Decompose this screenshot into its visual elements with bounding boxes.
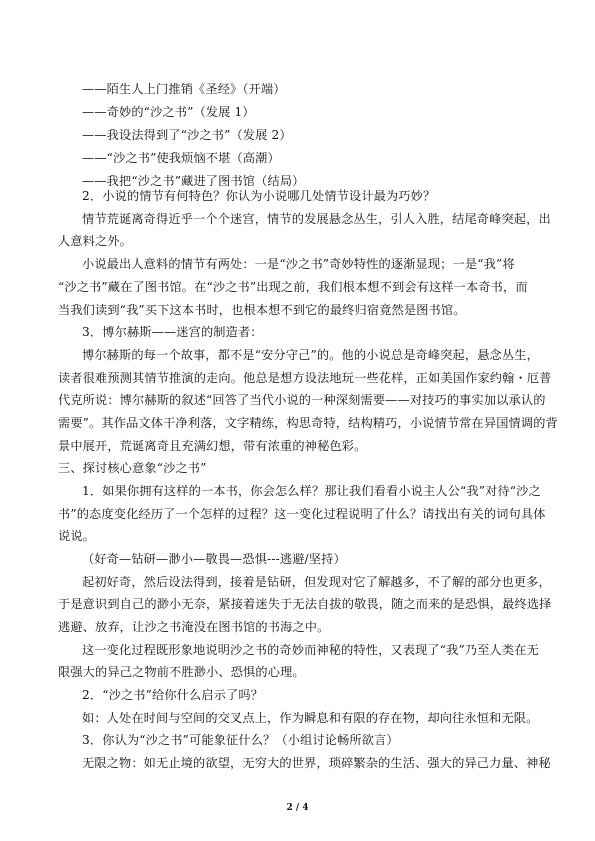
borges-line: 博尔赫斯的每一个故事，都不是“安分守己”的。他的小说总是奇峰突起，悬念丛生，: [82, 348, 539, 362]
outline-item-ending: ——我把“沙之书”藏进了图书馆（结局）: [82, 174, 305, 188]
borges-line: 代克所说：博尔赫斯的叙述“回答了当代小说的一种深刻需要——对技巧的事实加以承认的: [58, 393, 546, 407]
detail-line: 当我们读到“我”买下这本书时，也根本想不到它的最终归宿竟然是图书馆。: [58, 303, 466, 317]
borges-line: 景中展开，荒诞离奇且充满幻想，带有浓重的神秘色彩。: [58, 439, 367, 453]
meaning-line: 限强大的异己之物前不胜渺小、恐惧的心理。: [58, 665, 305, 679]
meaning-line: 这一变化过程既形象地说明沙之书的奇妙而神秘的特性，又表现了“我”乃至人类在无: [82, 643, 539, 657]
detail-line: 小说最出人意料的情节有两处：一是“沙之书”奇妙特性的逐渐显现；一是“我”将: [82, 257, 515, 271]
detail-line: “沙之书”藏在了图书馆。在“沙之书”出现之前，我们根本想不到会有这样一本奇书，而: [58, 280, 528, 294]
borges-line: 读者很难预测其情节推演的走向。他总是想方设法地玩一些花样，正如美国作家约翰・厄普: [58, 371, 552, 385]
section-q2: 2．“沙之书”给你什么启示了吗？: [82, 688, 264, 702]
section-q2-answer: 如：人处在时间与空间的交叉点上，作为瞬息和有限的存在物，却向往永恒和无限。: [82, 711, 539, 725]
outline-item-development-2: ——我设法得到了“沙之书”（发展 2）: [82, 128, 292, 142]
page-number: 2 / 4: [286, 803, 309, 813]
section-title: 三、探讨核心意象“沙之书”: [58, 461, 207, 475]
section-answer-line: 起初好奇，然后设法得到，接着是钻研，但发现对它了解越多，不了解的部分也更多，: [82, 575, 551, 589]
section-q3-answer: 无限之物：如无止境的欲望，无穷大的世界，琐碎繁杂的生活、强大的异己力量、神秘: [82, 756, 551, 770]
outline-item-development-1: ——奇妙的“沙之书”（发展 1）: [82, 105, 255, 119]
answer-line: 人意料之外。: [58, 234, 133, 248]
section-answer-line: 逃避、放弃，让沙之书淹没在图书馆的书海之中。: [58, 620, 330, 634]
borges-line: 需要”。其作品文体干净利落，文字精练，构思奇特，结构精巧，小说情节常在异国情调的背: [58, 416, 558, 430]
attitude-process: （好奇—钻研—渺小—敬畏—恐惧---逃避/坚持）: [82, 552, 346, 566]
outline-item-climax: ——“沙之书”使我烦恼不堪（高潮）: [82, 151, 280, 165]
section-q1-line: 说说。: [58, 529, 96, 543]
heading-borges: 3．博尔赫斯——迷宫的制造者：: [82, 325, 263, 339]
answer-line: 情节荒诞离奇得近乎一个个迷宫，情节的发展悬念丛生，引人入胜，结尾奇峰突起，出: [82, 212, 551, 226]
section-q1-line: 书”的态度变化经历了一个怎样的过程？这一变化过程说明了什么？请找出有关的词句具体: [58, 507, 546, 521]
section-answer-line: 于是意识到自己的渺小无奈，紧接着迷失于无法自拔的敬畏，随之而来的是恐惧，最终选择: [58, 597, 552, 611]
section-q1-line: 1．如果你拥有这样的一本书，你会怎么样？那让我们看看小说主人公“我”对待“沙之: [82, 484, 541, 498]
outline-item-opening: ——陌生人上门推销《圣经》（开端）: [82, 82, 286, 96]
section-q3: 3．你认为“沙之书”可能象征什么？（小组讨论畅所欲言）: [82, 733, 399, 747]
question-plot-features: 2．小说的情节有何特色？你认为小说哪几处情节设计最为巧妙？: [82, 189, 436, 203]
